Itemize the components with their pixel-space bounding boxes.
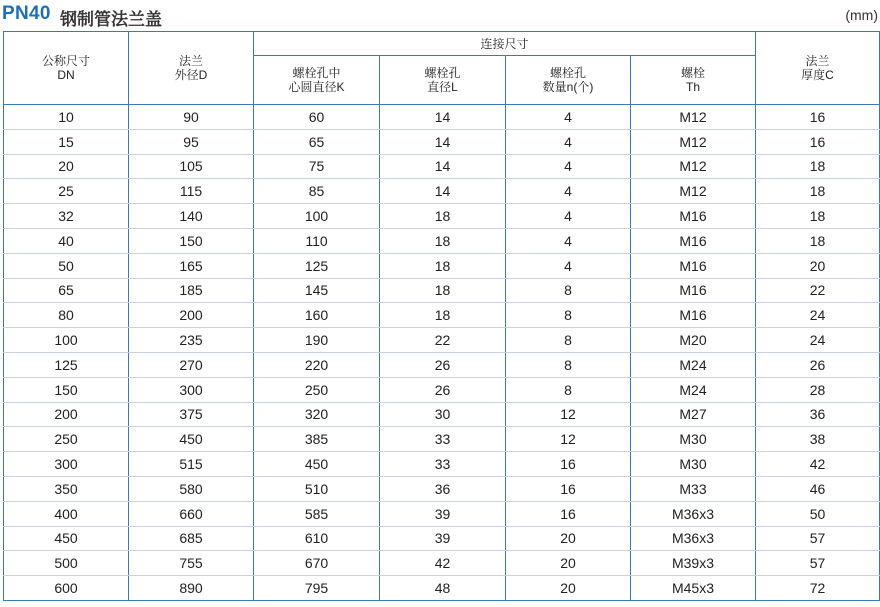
- bolt-hole-diameter-cell: 18: [380, 228, 506, 253]
- outer-diameter-cell: 375: [129, 402, 254, 427]
- bolt-thread-cell: M12: [631, 105, 756, 130]
- header-k-line1: 螺栓孔中: [292, 66, 341, 80]
- dn-cell: 250: [4, 427, 129, 452]
- bolt-hole-count-cell: 12: [506, 402, 631, 427]
- bolt-thread-cell: M16: [631, 303, 756, 328]
- bolt-circle-cell: 670: [254, 551, 380, 576]
- dn-cell: 20: [4, 154, 129, 179]
- bolt-circle-cell: 450: [254, 452, 380, 477]
- bolt-hole-diameter-cell: 48: [380, 576, 506, 601]
- bolt-circle-cell: 320: [254, 402, 380, 427]
- bolt-hole-diameter-cell: 22: [380, 328, 506, 353]
- bolt-circle-cell: 795: [254, 576, 380, 601]
- bolt-thread-cell: M16: [631, 204, 756, 229]
- header-l-line1: 螺栓孔: [424, 66, 461, 80]
- table-body: [4, 105, 880, 601]
- bolt-hole-diameter-cell: 42: [380, 551, 506, 576]
- thickness-cell: 16: [756, 129, 880, 154]
- bolt-hole-diameter-cell: 26: [380, 352, 506, 377]
- header-c-line2: 厚度C: [801, 68, 834, 82]
- thickness-cell: 20: [756, 253, 880, 278]
- bolt-hole-diameter-cell: 14: [380, 154, 506, 179]
- bolt-thread-cell: M20: [631, 328, 756, 353]
- bolt-circle-cell: 510: [254, 476, 380, 501]
- dn-cell: 15: [4, 129, 129, 154]
- dn-cell: 300: [4, 452, 129, 477]
- header-dn: [4, 32, 129, 105]
- dn-cell: 80: [4, 303, 129, 328]
- thickness-cell: 57: [756, 551, 880, 576]
- outer-diameter-cell: 185: [129, 278, 254, 303]
- header-bolt-hole-count: [506, 56, 631, 105]
- dn-cell: 65: [4, 278, 129, 303]
- outer-diameter-cell: 755: [129, 551, 254, 576]
- bolt-circle-cell: 220: [254, 352, 380, 377]
- dn-cell: 25: [4, 179, 129, 204]
- header-dn-line1: 公称尺寸: [41, 54, 90, 68]
- thickness-cell: 50: [756, 501, 880, 526]
- bolt-circle-cell: 145: [254, 278, 380, 303]
- bolt-hole-count-cell: 8: [506, 278, 631, 303]
- title-bar: [0, 0, 880, 30]
- bolt-hole-count-cell: 4: [506, 105, 631, 130]
- table-row: [4, 253, 880, 278]
- bolt-hole-count-cell: 4: [506, 154, 631, 179]
- table-row: [4, 576, 880, 601]
- dn-cell: 150: [4, 377, 129, 402]
- bolt-circle-cell: 585: [254, 501, 380, 526]
- bolt-circle-cell: 190: [254, 328, 380, 353]
- bolt-circle-cell: 385: [254, 427, 380, 452]
- table-row: [4, 551, 880, 576]
- table-row: [4, 476, 880, 501]
- bolt-hole-diameter-cell: 18: [380, 278, 506, 303]
- bolt-hole-count-cell: 8: [506, 303, 631, 328]
- bolt-hole-count-cell: 4: [506, 204, 631, 229]
- bolt-hole-diameter-cell: 39: [380, 501, 506, 526]
- bolt-circle-cell: 60: [254, 105, 380, 130]
- bolt-circle-cell: 125: [254, 253, 380, 278]
- bolt-hole-diameter-cell: 14: [380, 179, 506, 204]
- table-row: [4, 204, 880, 229]
- bolt-hole-diameter-cell: 30: [380, 402, 506, 427]
- bolt-hole-count-cell: 12: [506, 427, 631, 452]
- bolt-hole-count-cell: 4: [506, 253, 631, 278]
- header-l-line2: 直径L: [427, 80, 458, 94]
- table-row: [4, 105, 880, 130]
- bolt-hole-count-cell: 8: [506, 352, 631, 377]
- header-th-line1: 螺栓: [681, 66, 706, 80]
- bolt-thread-cell: M12: [631, 129, 756, 154]
- header-dn-line2: DN: [57, 68, 75, 82]
- thickness-cell: 26: [756, 352, 880, 377]
- outer-diameter-cell: 200: [129, 303, 254, 328]
- header-thickness: [756, 32, 880, 105]
- bolt-thread-cell: M27: [631, 402, 756, 427]
- table-row: [4, 402, 880, 427]
- thickness-cell: 28: [756, 377, 880, 402]
- thickness-cell: 36: [756, 402, 880, 427]
- bolt-hole-diameter-cell: 36: [380, 476, 506, 501]
- bolt-hole-count-cell: 8: [506, 328, 631, 353]
- thickness-cell: 18: [756, 228, 880, 253]
- bolt-hole-diameter-cell: 14: [380, 129, 506, 154]
- bolt-circle-cell: 250: [254, 377, 380, 402]
- bolt-hole-count-cell: 4: [506, 129, 631, 154]
- outer-diameter-cell: 115: [129, 179, 254, 204]
- table-row: [4, 228, 880, 253]
- outer-diameter-cell: 515: [129, 452, 254, 477]
- outer-diameter-cell: 890: [129, 576, 254, 601]
- bolt-circle-cell: 610: [254, 526, 380, 551]
- flange-spec-table: [3, 31, 880, 601]
- title-name: 钢制管法兰盖: [60, 10, 162, 29]
- bolt-hole-diameter-cell: 18: [380, 303, 506, 328]
- header-bolt-circle: [254, 56, 380, 105]
- table-row: [4, 179, 880, 204]
- header-connection-group: 连接尺寸: [254, 32, 756, 56]
- dn-cell: 200: [4, 402, 129, 427]
- thickness-cell: 16: [756, 105, 880, 130]
- table-row: [4, 452, 880, 477]
- outer-diameter-cell: 235: [129, 328, 254, 353]
- bolt-hole-count-cell: 4: [506, 179, 631, 204]
- dn-cell: 32: [4, 204, 129, 229]
- bolt-thread-cell: M16: [631, 228, 756, 253]
- bolt-circle-cell: 75: [254, 154, 380, 179]
- thickness-cell: 18: [756, 204, 880, 229]
- bolt-hole-diameter-cell: 18: [380, 204, 506, 229]
- bolt-thread-cell: M30: [631, 452, 756, 477]
- table-row: [4, 526, 880, 551]
- outer-diameter-cell: 90: [129, 105, 254, 130]
- bolt-hole-diameter-cell: 18: [380, 253, 506, 278]
- title-code: PN40: [2, 3, 51, 24]
- dn-cell: 600: [4, 576, 129, 601]
- thickness-cell: 72: [756, 576, 880, 601]
- outer-diameter-cell: 300: [129, 377, 254, 402]
- header-outer-diameter: [129, 32, 254, 105]
- thickness-cell: 46: [756, 476, 880, 501]
- table-row: [4, 328, 880, 353]
- bolt-thread-cell: M30: [631, 427, 756, 452]
- bolt-thread-cell: M16: [631, 253, 756, 278]
- bolt-circle-cell: 110: [254, 228, 380, 253]
- table-row: [4, 154, 880, 179]
- thickness-cell: 57: [756, 526, 880, 551]
- outer-diameter-cell: 140: [129, 204, 254, 229]
- header-n-line2: 数量n(个): [542, 80, 594, 94]
- outer-diameter-cell: 95: [129, 129, 254, 154]
- dn-cell: 125: [4, 352, 129, 377]
- unit-label: (mm): [845, 7, 878, 23]
- table-row: [4, 352, 880, 377]
- table-row: [4, 129, 880, 154]
- bolt-thread-cell: M45x3: [631, 576, 756, 601]
- bolt-thread-cell: M39x3: [631, 551, 756, 576]
- outer-diameter-cell: 150: [129, 228, 254, 253]
- header-k-line2: 心圆直径K: [288, 80, 345, 94]
- outer-diameter-cell: 685: [129, 526, 254, 551]
- thickness-cell: 18: [756, 179, 880, 204]
- bolt-hole-diameter-cell: 39: [380, 526, 506, 551]
- bolt-hole-count-cell: 16: [506, 452, 631, 477]
- bolt-hole-count-cell: 4: [506, 228, 631, 253]
- bolt-hole-diameter-cell: 26: [380, 377, 506, 402]
- table-row: [4, 501, 880, 526]
- bolt-hole-count-cell: 20: [506, 576, 631, 601]
- bolt-circle-cell: 85: [254, 179, 380, 204]
- bolt-thread-cell: M16: [631, 278, 756, 303]
- bolt-thread-cell: M24: [631, 377, 756, 402]
- thickness-cell: 38: [756, 427, 880, 452]
- bolt-thread-cell: M36x3: [631, 526, 756, 551]
- table-row: [4, 377, 880, 402]
- dn-cell: 100: [4, 328, 129, 353]
- header-d-line1: 法兰: [178, 54, 203, 68]
- outer-diameter-cell: 165: [129, 253, 254, 278]
- thickness-cell: 24: [756, 303, 880, 328]
- bolt-hole-count-cell: 16: [506, 501, 631, 526]
- bolt-thread-cell: M33: [631, 476, 756, 501]
- dn-cell: 350: [4, 476, 129, 501]
- dn-cell: 40: [4, 228, 129, 253]
- header-c-line1: 法兰: [805, 54, 830, 68]
- thickness-cell: 18: [756, 154, 880, 179]
- thickness-cell: 42: [756, 452, 880, 477]
- bolt-thread-cell: M36x3: [631, 501, 756, 526]
- bolt-hole-count-cell: 20: [506, 526, 631, 551]
- bolt-hole-diameter-cell: 14: [380, 105, 506, 130]
- bolt-circle-cell: 160: [254, 303, 380, 328]
- bolt-hole-diameter-cell: 33: [380, 427, 506, 452]
- table-row: [4, 427, 880, 452]
- bolt-hole-count-cell: 8: [506, 377, 631, 402]
- bolt-hole-count-cell: 16: [506, 476, 631, 501]
- bolt-circle-cell: 65: [254, 129, 380, 154]
- table-row: [4, 303, 880, 328]
- table-row: [4, 278, 880, 303]
- outer-diameter-cell: 660: [129, 501, 254, 526]
- dn-cell: 450: [4, 526, 129, 551]
- dn-cell: 400: [4, 501, 129, 526]
- bolt-hole-diameter-cell: 33: [380, 452, 506, 477]
- bolt-circle-cell: 100: [254, 204, 380, 229]
- header-bolt-hole-diameter: [380, 56, 506, 105]
- thickness-cell: 22: [756, 278, 880, 303]
- dn-cell: 50: [4, 253, 129, 278]
- bolt-thread-cell: M24: [631, 352, 756, 377]
- header-n-line1: 螺栓孔: [549, 66, 586, 80]
- outer-diameter-cell: 450: [129, 427, 254, 452]
- bolt-hole-count-cell: 20: [506, 551, 631, 576]
- bolt-thread-cell: M12: [631, 179, 756, 204]
- outer-diameter-cell: 580: [129, 476, 254, 501]
- outer-diameter-cell: 270: [129, 352, 254, 377]
- header-d-line2: 外径D: [174, 68, 208, 82]
- header-bolt-thread: [631, 56, 756, 105]
- bolt-thread-cell: M12: [631, 154, 756, 179]
- dn-cell: 500: [4, 551, 129, 576]
- dn-cell: 10: [4, 105, 129, 130]
- header-th-line2: Th: [686, 80, 701, 94]
- outer-diameter-cell: 105: [129, 154, 254, 179]
- thickness-cell: 24: [756, 328, 880, 353]
